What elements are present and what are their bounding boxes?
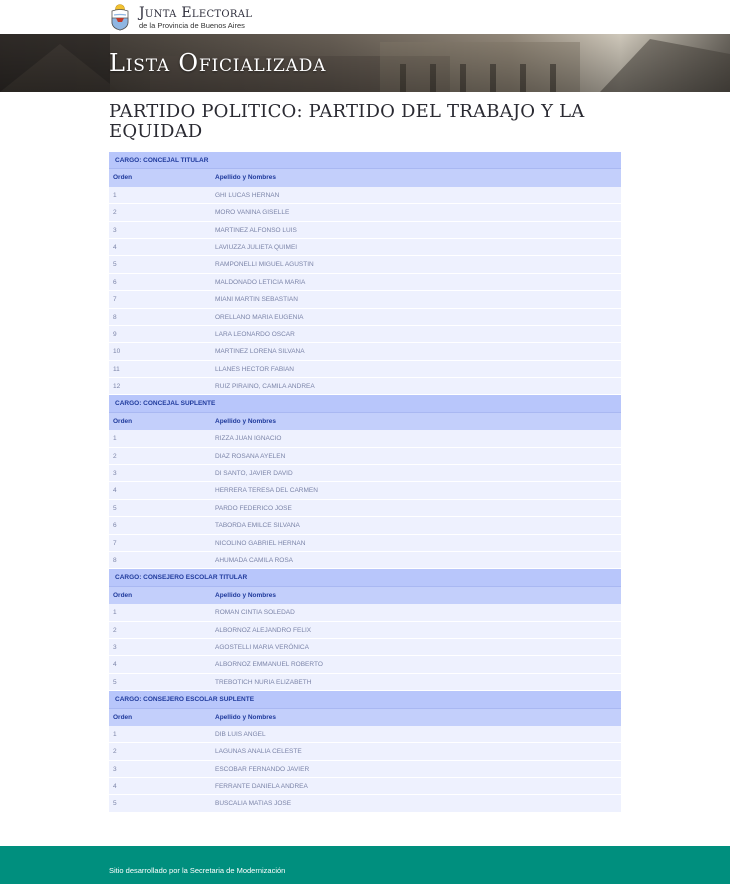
- nombre-cell: LAVIUZZA JULIETA QUIMEI: [215, 243, 298, 251]
- page-heading: Lista Oficializada: [109, 49, 327, 77]
- table-row: [109, 291, 621, 308]
- table-row: [109, 743, 621, 760]
- cargo-header: CARGO: CONCEJAL TITULAR: [109, 152, 621, 169]
- nombre-cell: LARA LEONARDO OSCAR: [215, 330, 295, 338]
- hero-banner: [0, 34, 730, 92]
- nombre-cell: ORELLANO MARIA EUGENIA: [215, 313, 304, 321]
- orden-cell: 9: [113, 330, 117, 338]
- column-header-row: [109, 413, 621, 430]
- column-header-nombre: Apellido y Nombres: [215, 417, 277, 425]
- candidate-list: [109, 152, 621, 813]
- orden-cell: 3: [113, 643, 117, 651]
- nombre-cell: HERRERA TERESA DEL CARMEN: [215, 487, 318, 495]
- table-row: [109, 309, 621, 326]
- orden-cell: 11: [113, 365, 120, 373]
- column-header-row: [109, 709, 621, 726]
- table-row: [109, 430, 621, 447]
- table-row: [109, 343, 621, 360]
- coat-of-arms-icon[interactable]: [110, 3, 130, 31]
- orden-cell: 12: [113, 383, 121, 391]
- table-row: [109, 256, 621, 273]
- orden-cell: 3: [113, 470, 117, 478]
- orden-cell: 2: [113, 452, 117, 460]
- brand-title[interactable]: Junta Electoral: [139, 5, 253, 21]
- table-row: [109, 500, 621, 517]
- table-row: [109, 517, 621, 534]
- orden-cell: 5: [113, 261, 117, 269]
- nombre-cell: MARTINEZ ALFONSO LUIS: [215, 226, 297, 234]
- footer: [0, 846, 730, 884]
- nombre-cell: ROMAN CINTIA SOLEDAD: [215, 609, 295, 617]
- orden-cell: 4: [113, 661, 117, 669]
- table-row: [109, 674, 621, 691]
- cargo-header: CARGO: CONCEJAL SUPLENTE: [109, 395, 621, 412]
- nombre-cell: LAGUNAS ANALIA CELESTE: [215, 748, 302, 756]
- table-row: [109, 326, 621, 343]
- nombre-cell: MALDONADO LETICIA MARIA: [215, 278, 306, 286]
- table-row: [109, 187, 621, 204]
- party-title: PARTIDO POLITICO: PARTIDO DEL TRABAJO Y LA EQUIDAD: [109, 101, 585, 142]
- orden-cell: 4: [113, 243, 117, 251]
- column-header-nombre: Apellido y Nombres: [215, 713, 277, 721]
- orden-cell: 3: [113, 765, 117, 773]
- nombre-cell: BUSCALIA MATIAS JOSE: [215, 800, 292, 808]
- table-row: [109, 622, 621, 639]
- table-row: [109, 604, 621, 621]
- table-row: [109, 204, 621, 221]
- nombre-cell: MIANI MARTIN SEBASTIAN: [215, 296, 298, 304]
- table-row: [109, 552, 621, 569]
- table-row: [109, 535, 621, 552]
- table-row: [109, 239, 621, 256]
- top-header: [0, 0, 730, 34]
- table-row: [109, 778, 621, 795]
- nombre-cell: DIAZ ROSANA AYELEN: [215, 452, 286, 460]
- table-row: [109, 761, 621, 778]
- nombre-cell: TABORDA EMILCE SILVANA: [215, 522, 300, 530]
- nombre-cell: ALBORNOZ EMMANUEL ROBERTO: [215, 661, 323, 669]
- table-row: [109, 639, 621, 656]
- nombre-cell: RUIZ PIRAINO, CAMILA ANDREA: [215, 383, 315, 391]
- table-row: [109, 222, 621, 239]
- nombre-cell: MORO VANINA GISELLE: [215, 209, 290, 217]
- table-row: [109, 656, 621, 673]
- orden-cell: 1: [113, 191, 117, 199]
- nombre-cell: ESCOBAR FERNANDO JAVIER: [215, 765, 310, 773]
- orden-cell: 4: [113, 487, 117, 495]
- orden-cell: 4: [113, 783, 117, 791]
- orden-cell: 1: [113, 730, 117, 738]
- table-row: [109, 274, 621, 291]
- orden-cell: 7: [113, 296, 117, 304]
- column-header-orden: Orden: [113, 713, 133, 721]
- table-row: [109, 361, 621, 378]
- column-header-orden: Orden: [113, 591, 133, 599]
- nombre-cell: MARTINEZ LORENA SILVANA: [215, 348, 305, 356]
- nombre-cell: DIB LUIS ANGEL: [215, 730, 266, 738]
- table-row: [109, 378, 621, 395]
- orden-cell: 2: [113, 209, 117, 217]
- column-header-orden: Orden: [113, 417, 133, 425]
- nombre-cell: ALBORNOZ ALEJANDRO FELIX: [215, 626, 312, 634]
- orden-cell: 5: [113, 504, 117, 512]
- nombre-cell: AGOSTELLI MARIA VERÓNICA: [215, 643, 309, 651]
- column-header-row: [109, 587, 621, 604]
- nombre-cell: TREBOTICH NURIA ELIZABETH: [215, 678, 312, 686]
- nombre-cell: NICOLINO GABRIEL HERNAN: [215, 539, 306, 547]
- nombre-cell: FERRANTE DANIELA ANDREA: [215, 783, 308, 791]
- table-row: [109, 448, 621, 465]
- nombre-cell: GHI LUCAS HERNAN: [215, 191, 280, 199]
- orden-cell: 2: [113, 748, 117, 756]
- orden-cell: 5: [113, 678, 117, 686]
- table-row: [109, 726, 621, 743]
- column-header-orden: Orden: [113, 174, 133, 182]
- orden-cell: 8: [113, 313, 117, 321]
- orden-cell: 5: [113, 800, 117, 808]
- table-row: [109, 465, 621, 482]
- orden-cell: 2: [113, 626, 117, 634]
- footer-text: Sitio desarrollado por la Secretaria de Modernización: [109, 866, 286, 875]
- nombre-cell: AHUMADA CAMILA ROSA: [215, 556, 294, 564]
- nombre-cell: DI SANTO, JAVIER DAVID: [215, 470, 293, 478]
- cargo-header: CARGO: CONSEJERO ESCOLAR SUPLENTE: [109, 691, 621, 708]
- table-row: [109, 795, 621, 812]
- nombre-cell: PARDO FEDERICO JOSE: [215, 504, 292, 512]
- orden-cell: 10: [113, 348, 121, 356]
- orden-cell: 3: [113, 226, 117, 234]
- cargo-header: CARGO: CONSEJERO ESCOLAR TITULAR: [109, 569, 621, 586]
- column-header-nombre: Apellido y Nombres: [215, 174, 277, 182]
- orden-cell: 6: [113, 278, 117, 286]
- nombre-cell: LLANES HECTOR FABIAN: [215, 365, 294, 373]
- orden-cell: 1: [113, 609, 117, 617]
- orden-cell: 6: [113, 522, 117, 530]
- column-header-nombre: Apellido y Nombres: [215, 591, 277, 599]
- orden-cell: 8: [113, 556, 117, 564]
- nombre-cell: RIZZA JUAN IGNACIO: [215, 435, 282, 443]
- nombre-cell: RAMPONELLI MIGUEL AGUSTIN: [215, 261, 314, 269]
- table-row: [109, 482, 621, 499]
- column-header-row: [109, 169, 621, 186]
- orden-cell: 1: [113, 435, 117, 443]
- brand-subtitle: de la Provincia de Buenos Aires: [139, 21, 245, 30]
- orden-cell: 7: [113, 539, 117, 547]
